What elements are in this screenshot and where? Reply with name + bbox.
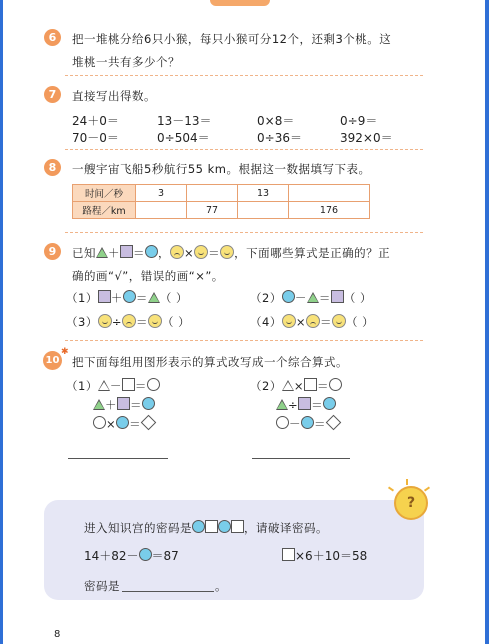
op: ÷: [111, 315, 122, 329]
question-number-9: 9: [44, 243, 61, 260]
triangle-icon: [282, 380, 294, 391]
label: （1）: [66, 379, 98, 393]
triangle-icon: [93, 399, 105, 410]
q9-expr-2: [250, 290, 372, 306]
q7-title: 直接写出得数。: [72, 89, 156, 103]
square-icon: [298, 397, 311, 410]
q10-group2-row2: [276, 397, 336, 413]
smile-face-icon: [332, 314, 346, 328]
square-icon: [98, 290, 111, 303]
bonus-equation-1: [84, 547, 179, 564]
text: ，请破译密码。: [244, 521, 328, 535]
left-border: [0, 0, 3, 644]
calc-item: 0÷36＝: [257, 131, 302, 145]
table-cell[interactable]: 176: [289, 202, 370, 219]
top-decoration: [210, 0, 270, 6]
answer-paren[interactable]: （ ）: [161, 315, 191, 329]
label: （1）: [66, 291, 98, 305]
bulb-ray: [388, 486, 394, 491]
answer-paren[interactable]: （ ）: [345, 315, 375, 329]
bulb-ray: [424, 486, 430, 491]
distance-table: [72, 184, 370, 219]
triangle-icon: [307, 292, 319, 303]
plus-sign: ＋: [108, 246, 120, 260]
calc-item: 24＋0＝: [72, 114, 119, 128]
op: ×: [295, 315, 306, 329]
equals-sign: ＝: [208, 246, 221, 260]
q9-post-text: ，下面哪些算式是正确的？正: [234, 246, 391, 260]
calc-item: 0÷9＝: [340, 114, 378, 128]
comma: ，: [158, 246, 170, 260]
sad-face-icon: [170, 245, 184, 259]
bonus-equation-2: [282, 547, 367, 564]
q9-expr-4: [250, 314, 374, 330]
lightbulb-icon: ?: [394, 486, 428, 520]
op: ＝: [314, 417, 326, 431]
q9-expr-3: [66, 314, 190, 330]
separator: [65, 340, 423, 341]
q6-line1: 把一堆桃分给6只小猴，每只小猴可分12个，还剩3个桃。这: [72, 32, 392, 46]
square-icon: [120, 245, 133, 258]
table-cell[interactable]: 13: [238, 185, 289, 202]
table-cell[interactable]: [238, 202, 289, 219]
op: －: [109, 379, 122, 393]
label: （2）: [250, 291, 282, 305]
bonus-answer-end: 。: [215, 579, 227, 593]
separator: [65, 149, 423, 150]
op: ＋: [110, 291, 123, 305]
q9-line2: 确的画“√”，错误的画“×”。: [72, 269, 224, 283]
circle-icon: [142, 397, 155, 410]
sad-face-icon: [306, 314, 320, 328]
circle-icon: [147, 378, 160, 391]
times-sign: ×: [184, 246, 195, 260]
answer-line[interactable]: [252, 458, 350, 459]
circle-icon: [282, 290, 295, 303]
circle-icon: [93, 416, 106, 429]
bonus-line1: [84, 520, 328, 536]
star-icon: ✱: [61, 347, 69, 357]
page-number: 8: [54, 629, 61, 640]
circle-icon: [218, 520, 231, 533]
op: ＝: [311, 398, 324, 412]
square-icon: [117, 397, 130, 410]
square-icon: [122, 378, 135, 391]
op: ＝: [319, 315, 332, 329]
q10-group2-row1: [250, 378, 342, 394]
op: －: [289, 417, 301, 431]
question-number-6: 6: [44, 29, 61, 46]
q10-group1-row3: [93, 416, 156, 432]
smile-face-icon: [194, 245, 208, 259]
text: 进入知识宫的密码是: [84, 521, 192, 535]
square-icon: [331, 290, 344, 303]
q9-line1: [72, 245, 390, 261]
op: ×: [293, 379, 304, 393]
circle-icon: [116, 416, 129, 429]
q8-title: 一艘宇宙飞船5秒航行55 km。根据这一数据填写下表。: [72, 162, 371, 176]
q10-group1-row2: [93, 397, 155, 413]
text: 14＋82－: [84, 549, 139, 563]
op: ＝: [129, 417, 142, 431]
table-cell[interactable]: 3: [136, 185, 187, 202]
label: （4）: [250, 315, 282, 329]
q9-expr-1: [66, 290, 188, 306]
op: ＝: [134, 379, 147, 393]
square-icon: [304, 378, 317, 391]
circle-icon: [301, 416, 314, 429]
smile-face-icon: [282, 314, 296, 328]
table-cell[interactable]: 77: [187, 202, 238, 219]
circle-icon: [123, 290, 136, 303]
calc-item: 70－0＝: [72, 131, 119, 145]
table-cell[interactable]: [289, 185, 370, 202]
triangle-icon: [96, 247, 108, 258]
circle-icon: [192, 520, 205, 533]
op: ×: [106, 417, 117, 431]
question-number-8: 8: [44, 159, 61, 176]
table-header-time: 时间／秒: [73, 185, 136, 202]
circle-icon: [276, 416, 289, 429]
diamond-icon: [141, 415, 157, 431]
calc-item: 0×8＝: [257, 114, 295, 128]
op: ÷: [288, 398, 299, 412]
calc-item: 392×0＝: [340, 131, 393, 145]
op: ＝: [135, 291, 148, 305]
op: ＋: [105, 398, 117, 412]
q9-pre-text: 已知: [72, 246, 96, 260]
label: （3）: [66, 315, 98, 329]
triangle-icon: [276, 399, 288, 410]
text: ＝87: [151, 549, 179, 563]
answer-line[interactable]: [68, 458, 168, 459]
square-icon: [205, 520, 218, 533]
smile-face-icon: [220, 245, 234, 259]
square-icon: [282, 548, 295, 561]
label: （2）: [250, 379, 282, 393]
circle-icon: [139, 548, 152, 561]
smile-face-icon: [98, 314, 112, 328]
calc-item: 0÷504＝: [157, 131, 210, 145]
bonus-answer-label: 密码是: [84, 579, 120, 593]
separator: [65, 232, 423, 233]
op: ＝: [130, 398, 142, 412]
right-border: [485, 0, 489, 644]
op: ＝: [318, 291, 331, 305]
smile-face-icon: [148, 314, 162, 328]
q10-group2-row3: [276, 416, 341, 432]
answer-paren[interactable]: （ ）: [159, 291, 188, 305]
op: －: [294, 291, 307, 305]
diamond-icon: [326, 415, 342, 431]
table-cell[interactable]: [187, 185, 238, 202]
square-icon: [231, 520, 244, 533]
circle-icon: [329, 378, 342, 391]
table-cell[interactable]: [136, 202, 187, 219]
separator: [65, 75, 423, 76]
answer-paren[interactable]: （ ）: [343, 291, 372, 305]
circle-icon: [145, 245, 158, 258]
sad-face-icon: [122, 314, 136, 328]
calc-item: 13－13＝: [157, 114, 212, 128]
circle-icon: [323, 397, 336, 410]
triangle-icon: [148, 292, 160, 303]
op: ＝: [135, 315, 148, 329]
table-header-distance: 路程／km: [73, 202, 136, 219]
password-answer-line[interactable]: [122, 591, 214, 592]
q10-group1-row1: [66, 378, 160, 394]
question-number-7: 7: [44, 86, 61, 103]
triangle-icon: [98, 380, 110, 391]
q6-line2: 堆桃一共有多少个？: [72, 55, 180, 69]
text: ×6＋10＝58: [295, 549, 368, 563]
question-number-10: 10: [43, 351, 62, 370]
q10-title: 把下面每组用图形表示的算式改写成一个综合算式。: [72, 355, 348, 369]
op: ＝: [316, 379, 329, 393]
bulb-ray: [406, 479, 408, 485]
equals-sign: ＝: [133, 246, 145, 260]
